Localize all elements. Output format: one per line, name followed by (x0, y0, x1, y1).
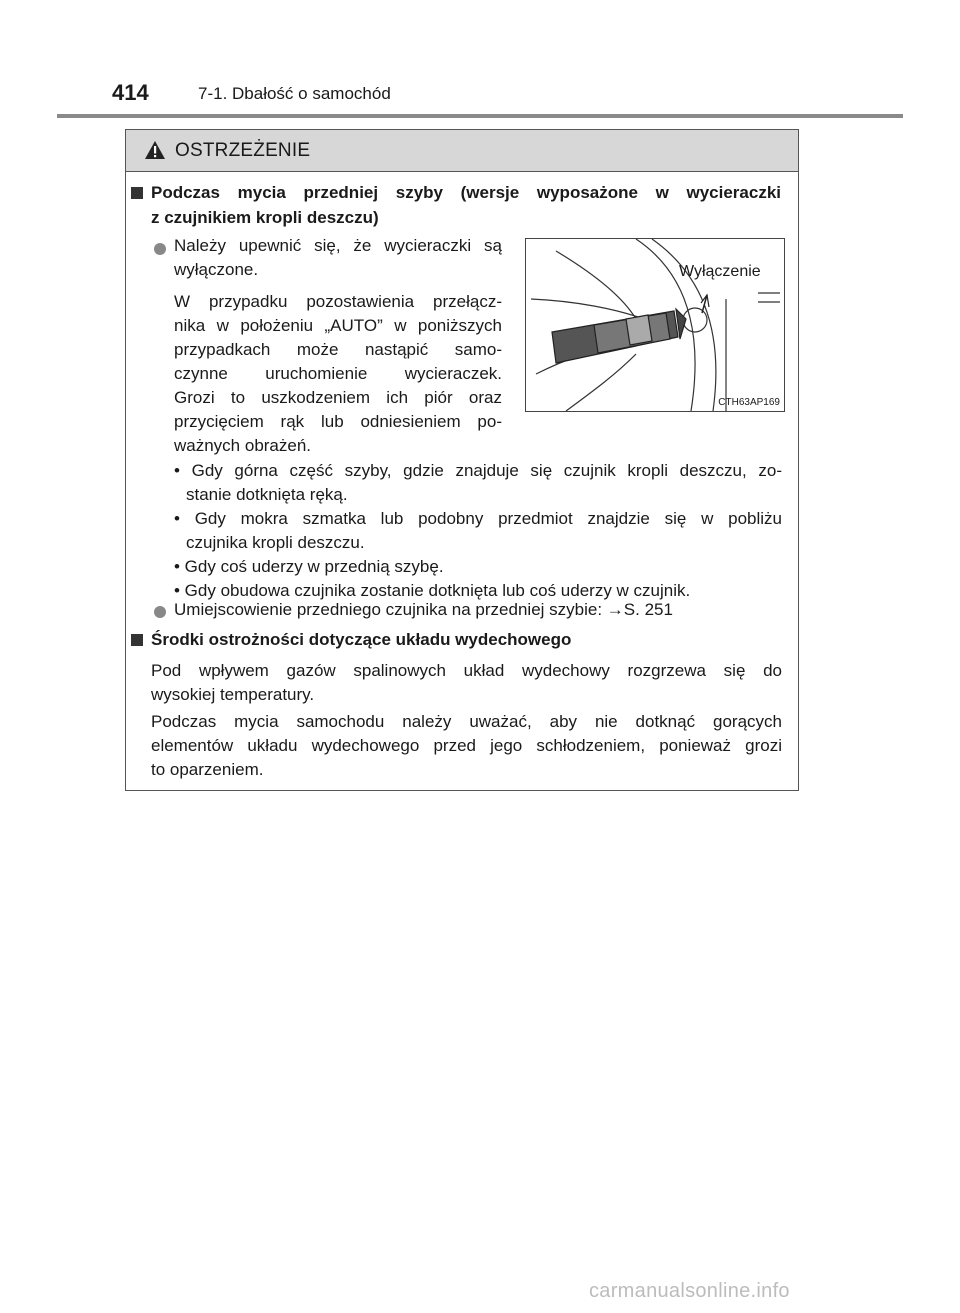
section1-heading-line2: z czujnikiem kropli deszczu) (151, 208, 379, 227)
warning-header (126, 130, 798, 172)
para-line: przycięciem rąk lub odniesieniem po- (174, 412, 502, 431)
dot-item-2-line2: czujnika kropli deszczu. (186, 533, 365, 552)
dot-item-1-line2: stanie dotknięta ręką. (186, 485, 348, 504)
circle-bullet-icon (154, 606, 166, 618)
section2-para1-line2: wysokiej temperatury. (151, 685, 315, 704)
watermark: carmanualsonline.info (589, 1280, 790, 1302)
section-title: 7-1. Dbałość o samochód (198, 84, 391, 103)
para-line: ważnych obrażeń. (174, 436, 312, 455)
dot-item-3: • Gdy coś uderzy w przednią szybę. (174, 557, 444, 576)
section2-para2-line3: to oparzeniem. (151, 760, 264, 779)
warning-triangle-icon (144, 140, 166, 160)
para-line: czynne uruchomienie wycieraczek. (174, 364, 502, 383)
wiper-switch-illustration (525, 238, 785, 412)
square-bullet-icon (131, 187, 143, 199)
figure-code: CTH63AP169 (718, 397, 780, 408)
square-bullet-icon (131, 634, 143, 646)
dot-item-2-line1: • Gdy mokra szmatka lub podobny przedmiot znajdzie się w pobliżu (174, 509, 782, 528)
bullet1-line1: Należy upewnić się, że wycieraczki są (174, 236, 502, 255)
warning-title: OSTRZEŻENIE (175, 140, 311, 161)
bullet1-line2: wyłączone. (174, 260, 259, 279)
dot-item-4: • Gdy obudowa czujnika zostanie dotknięta lub coś uderzy w czujnik. (174, 581, 691, 600)
para-line: Grozi to uszkodzeniem ich piór oraz (174, 388, 502, 407)
page-number: 414 (112, 80, 149, 105)
section2-para2-line1: Podczas mycia samochodu należy uważać, aby nie dotknąć gorących (151, 712, 782, 731)
section2-para2-line2: elementów układu wydechowego przed jego schłodzeniem, ponieważ grozi (151, 736, 782, 755)
section2-para1-line1: Pod wpływem gazów spalinowych układ wydechowy rozgrzewa się do (151, 661, 782, 680)
section2-heading: Środki ostrożności dotyczące układu wydechowego (151, 630, 572, 649)
header-rule (57, 114, 903, 118)
para-line: przypadkach może nastąpić samo- (174, 340, 502, 359)
para-line: nika w położeniu „AUTO” w poniższych (174, 316, 502, 335)
dot-item-1-line1: • Gdy górna część szyby, gdzie znajduje się czujnik kropli deszczu, zo- (174, 461, 782, 480)
section1-heading-line1: Podczas mycia przedniej szyby (wersje wyposażone w wycieraczki (151, 183, 781, 202)
switch-callout-label: Wyłączenie (679, 263, 761, 280)
circle-bullet-icon (154, 243, 166, 255)
bullet2-text: Umiejscowienie przedniego czujnika na przedniej szybie: →S. 251 (174, 600, 673, 619)
para-line: W przypadku pozostawienia przełącz- (174, 292, 502, 311)
